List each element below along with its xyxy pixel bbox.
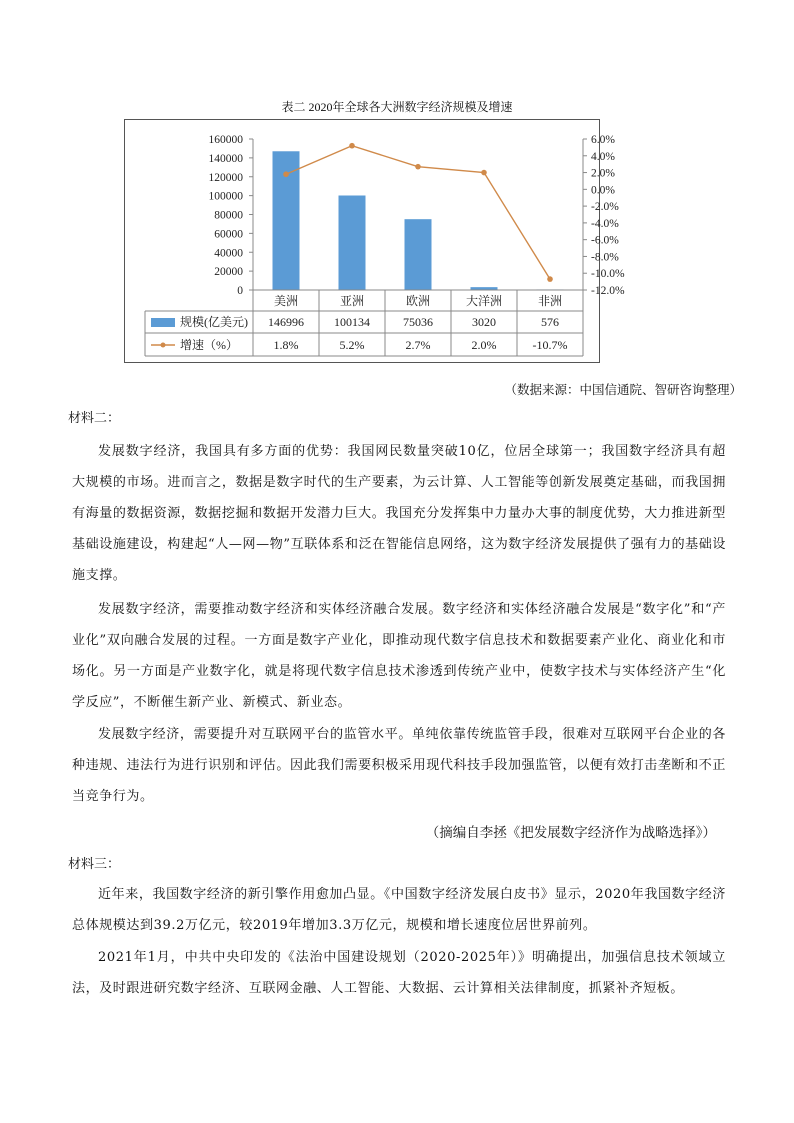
legend-swatch-point [161, 343, 166, 348]
table-value-growth: -10.7% [532, 338, 568, 352]
table-value-scale: 146996 [268, 315, 304, 329]
y-right-tick-label: 4.0% [591, 150, 615, 163]
data-source-note: （数据来源：中国信通院、智研咨询整理） [504, 382, 742, 397]
table-value-growth: 5.2% [339, 338, 365, 352]
y-left-tick-label: 20000 [214, 266, 243, 279]
y-right-tick-label: -2.0% [591, 201, 619, 214]
table-value-scale: 100134 [334, 315, 370, 329]
growth-point [349, 143, 355, 149]
table-value-scale: 576 [541, 315, 559, 329]
bar [405, 219, 432, 290]
growth-point [415, 164, 421, 170]
y-left-tick-label: 0 [237, 285, 243, 297]
chart-title: 表二 2020年全球各大洲数字经济规模及增速 [281, 100, 513, 114]
table-value-scale: 3020 [472, 315, 496, 329]
y-right-tick-label: 0.0% [591, 184, 615, 197]
table-value-scale: 75036 [403, 315, 433, 329]
bar-line-chart [124, 119, 625, 363]
growth-point [283, 171, 289, 177]
y-right-tick-label: -8.0% [591, 251, 619, 264]
paragraph: 2021年1月，中共中央印发的《法治中国建设规划（2020-2025年）》明确提出，加强信息技术领域立法，及时跟进研究数字经济、互联网金融、人工智能、大数据、云计算相关法律制度，抓紧补齐短板。 [72, 950, 726, 996]
paragraph: 发展数字经济，需要提升对互联网平台的监管水平。单纯依靠传统监管手段，很难对互联网平台企业的各种违规、违法行为进行识别和评估。因此我们需要积极采用现代科技手段加强监管，以便有效打击垄断和不正当竞争行为。 [72, 727, 726, 804]
growth-point [481, 170, 487, 176]
growth-point [547, 276, 553, 282]
y-right-tick-label: 2.0% [591, 167, 615, 180]
category-label: 亚洲 [339, 294, 365, 308]
paragraph: 发展数字经济，我国具有多方面的优势：我国网民数量突破10亿，位居全球第一；我国数字经济具有超大规模的市场。进而言之，数据是数字时代的生产要素，为云计算、人工智能等创新发展奠定基础，而我国拥有海量的数据资源，数据挖掘和数据开发潜力巨大。我国充分发挥集中力量办大事的制度优势，大力推进新型基础设施建设，构建起“人—网—物”互联体系和泛在智能信息网络，这为数字经济发展提供了强有力的基础设施支撑。 [72, 444, 726, 583]
y-left-tick-label: 60000 [214, 228, 243, 241]
y-left-tick-label: 140000 [208, 152, 243, 165]
paragraph: 发展数字经济，需要推动数字经济和实体经济融合发展。数字经济和实体经济融合发展是“数字化”和“产业化”双向融合发展的过程。一方面是数字产业化，即推动现代数字信息技术和数据要素产业化、商业化和市场化。另一方面是产业数字化，就是将现代数字信息技术渗透到传统产业中，使数字技术与实体经济产生“化学反应”，不断催生新产业、新模式、新业态。 [72, 602, 726, 710]
section-heading-3: 材料三： [68, 857, 121, 872]
category-label: 大洋洲 [465, 294, 503, 308]
y-right-tick-label: -4.0% [591, 217, 619, 230]
legend-label-bar: 规模(亿美元) [180, 315, 248, 329]
y-left-tick-label: 100000 [208, 190, 243, 203]
paragraph: 近年来，我国数字经济的新引擎作用愈加凸显。《中国数字经济发展白皮书》显示，2020年我国数字经济总体规模达到39.2万亿元，较2019年增加3.3万亿元，规模和增长速度位居世界前列。 [72, 887, 726, 933]
y-left-tick-label: 120000 [208, 171, 243, 184]
category-label: 非洲 [537, 294, 563, 308]
bar [339, 195, 366, 290]
table-value-growth: 2.7% [405, 338, 431, 352]
legend-label-line: 增速（%） [180, 338, 238, 352]
category-label: 美洲 [273, 294, 299, 308]
table-value-growth: 2.0% [471, 338, 497, 352]
y-left-tick-label: 160000 [208, 134, 243, 146]
legend-swatch-bar [151, 318, 175, 327]
y-right-tick-label: -10.0% [591, 268, 625, 281]
y-left-tick-label: 40000 [214, 247, 243, 260]
y-right-tick-label: 6.0% [591, 134, 615, 146]
y-right-tick-label: -12.0% [591, 285, 625, 297]
category-label: 欧洲 [405, 294, 431, 308]
excerpt-source: （摘编自李拯《把发展数字经济作为战略选择》） [425, 825, 716, 841]
table-value-growth: 1.8% [273, 338, 299, 352]
y-right-tick-label: -6.0% [591, 234, 619, 247]
section-heading-2: 材料二： [68, 411, 121, 426]
y-left-tick-label: 80000 [214, 209, 243, 222]
